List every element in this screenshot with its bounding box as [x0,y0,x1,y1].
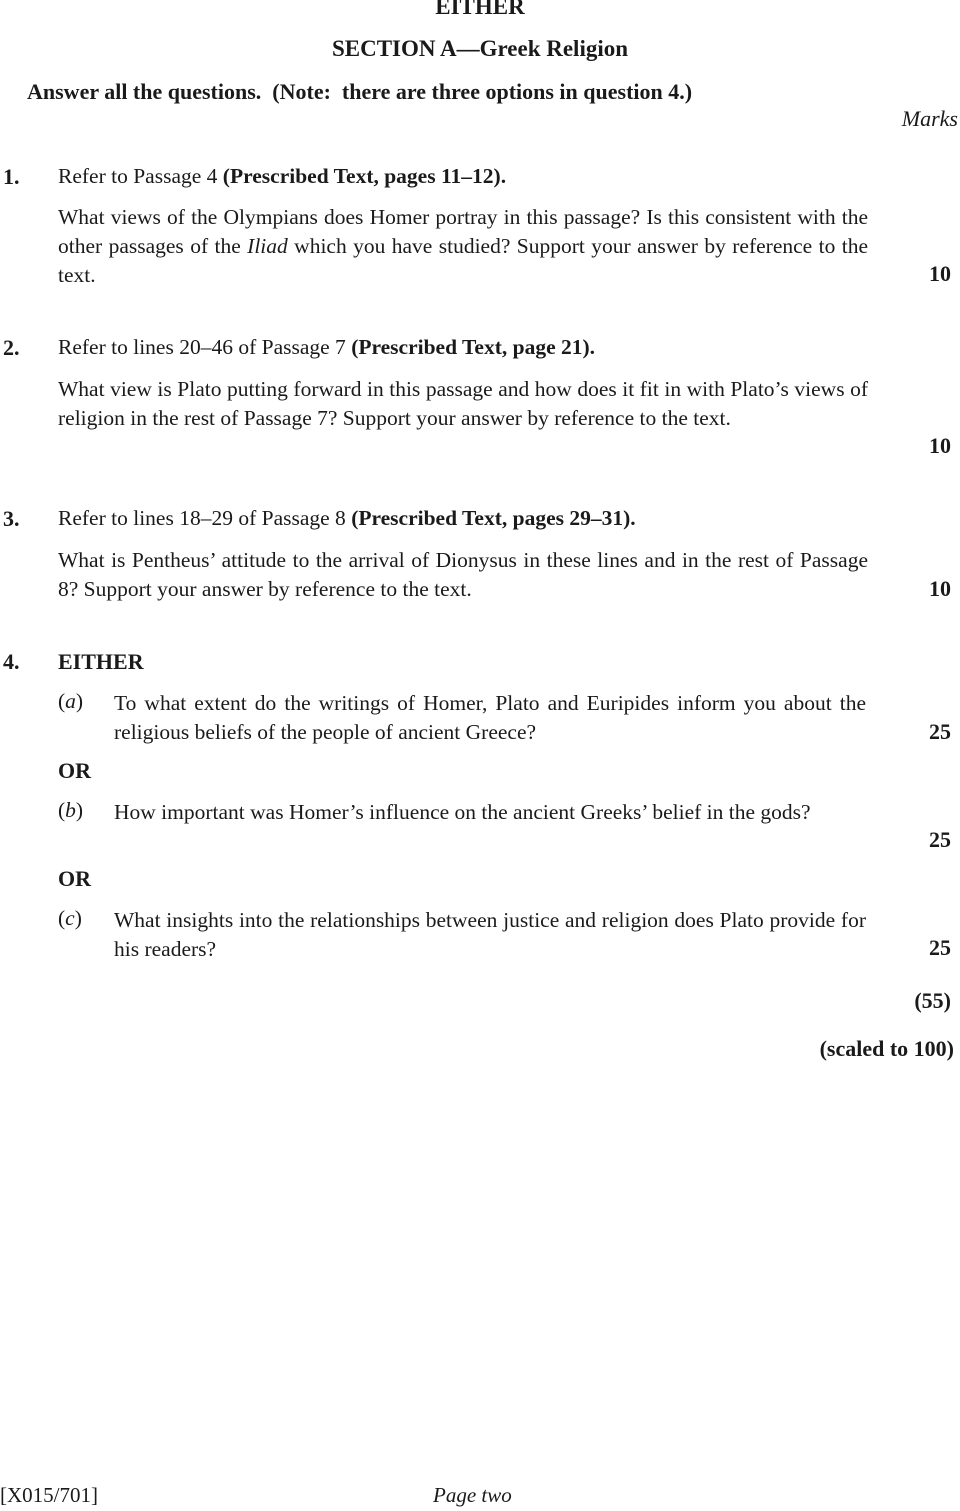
section-title: SECTION A—Greek Religion [331,36,629,61]
option-a-marks: 25 [929,719,951,744]
question-text: What is Pentheus’ attitude to the arrival of Dionysus in these lines and in the rest of Passage 8? Support your answer by reference to the text. [58,548,868,601]
question-marks: 10 [929,261,951,286]
reference-bold: (Prescribed Text, pages 29–31). [351,506,636,530]
question-number: 3. [3,506,20,531]
marks-label: Marks [901,106,958,131]
option-a-label: (a) [58,689,84,713]
scaled-marks: (scaled to 100) [819,1036,954,1061]
instructions: Answer all the questions. (Note: there are three options in question 4.) [27,79,693,104]
text-part: which you have studied? Support your answer by reference to the text. [58,234,868,287]
paper-code: [X015/701] [0,1483,98,1507]
text-italic: Iliad [247,234,288,258]
question-reference [58,506,636,531]
question-reference [58,164,506,189]
option-letter: a [65,689,76,713]
reference-plain: Refer to lines 18–29 of Passage 8 [58,506,352,530]
either-heading: EITHER [435,0,525,19]
option-c-label: (c) [58,906,82,930]
total-marks: (55) [914,988,951,1013]
question-number: 1. [3,164,20,189]
option-b-marks: 25 [929,827,951,852]
text-part: What views of the Olympians does Homer portray in this passage? Is this consistent with the other passages of the [58,205,868,258]
question-number: 2. [3,335,20,360]
or-label: OR [58,758,91,783]
question-text: What view is Plato putting forward in this passage and how does it fit in with Plato’s views of religion in the rest of Passage 7? Support your answer by reference to the text. [58,377,868,430]
option-b-label: (b) [58,798,84,822]
question-text [58,203,868,290]
option-letter: b [65,798,76,822]
question-number: 4. [3,649,20,674]
option-a-text: To what extent do the writings of Homer, Plato and Euripides inform you about the religious beliefs of the people of ancient Greece? [114,691,866,744]
option-b-text: How important was Homer’s influence on the ancient Greeks’ belief in the gods? [114,800,811,824]
reference-plain: Refer to lines 20–46 of Passage 7 [58,335,352,359]
reference-bold: (Prescribed Text, pages 11–12). [222,164,507,188]
question-marks: 10 [929,433,951,458]
option-c-text: What insights into the relationships between justice and religion does Plato provide for his readers? [114,908,866,961]
or-label: OR [58,866,91,891]
option-c-marks: 25 [929,935,951,960]
reference-bold: (Prescribed Text, page 21). [351,335,596,359]
question-marks: 10 [929,576,951,601]
reference-plain: Refer to Passage 4 [58,164,223,188]
page-number: Page two [433,1483,512,1507]
question-reference [58,335,595,360]
option-letter: c [65,906,75,930]
either-label: EITHER [58,649,144,674]
